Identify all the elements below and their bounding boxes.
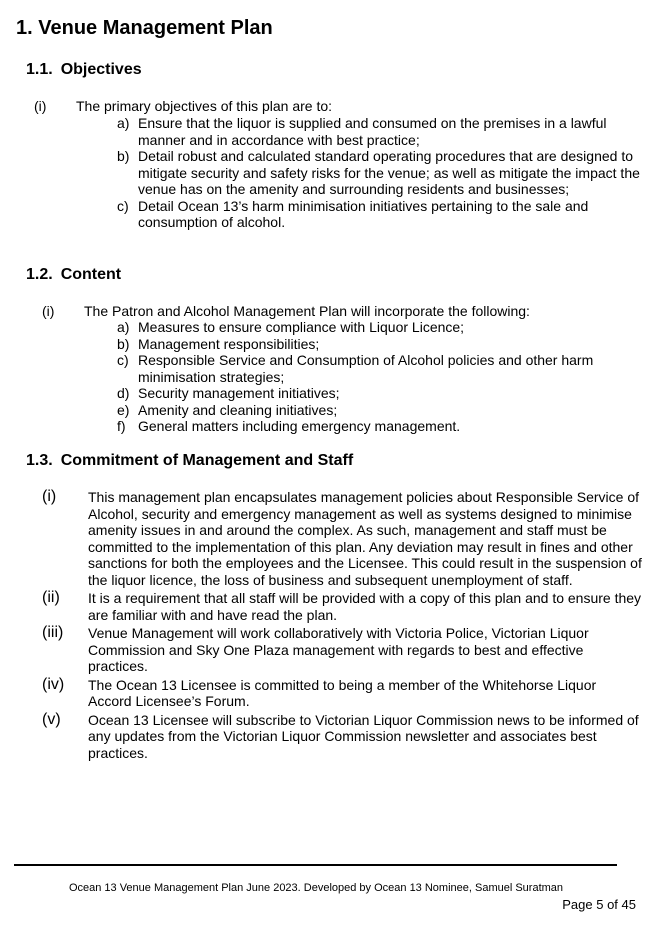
commitment-heading-title: Commitment of Management and Staff (60, 452, 354, 469)
list-item-letter: a) (117, 319, 130, 335)
list-item-letter: e) (117, 401, 130, 418)
main-heading-number: 1. (16, 17, 33, 39)
list-item-text: Detail robust and calculated standard operating procedures that are designed to mitigate security and safety risks for the venue; as well as mitigate the impact the venue has on the amenity and surrounding residents and businesses; (138, 148, 640, 197)
list-item (42, 677, 642, 710)
list-item (42, 489, 642, 588)
list-item-text: Ocean 13 Licensee will subscribe to Victorian Liquor Commission news to be informed of any updates from the Victorian Liquor Commission newsletter and associates best practices. (88, 711, 639, 761)
list-item-letter: a) (117, 115, 130, 131)
page-number: Page 5 of 45 (562, 897, 636, 912)
list-item-letter: c) (117, 197, 129, 214)
list-item-text: The Ocean 13 Licensee is committed to being a member of the Whitehorse Liquor Accord Licensee’s Forum. (88, 676, 597, 709)
commitment-heading-number: 1.3. (26, 452, 53, 469)
list-item-text: Measures to ensure compliance with Liquor Licence; (138, 319, 465, 335)
list-item-letter: b) (117, 148, 130, 164)
list-item-numeral: (iii) (42, 624, 64, 641)
list-item-numeral: (i) (42, 488, 57, 505)
footer-text: Ocean 13 Venue Management Plan June 2023. Developed by Ocean 13 Nominee, Samuel Suratman (68, 882, 564, 894)
list-item (117, 402, 642, 419)
list-item (117, 115, 642, 148)
list-item (117, 336, 642, 353)
content-intro-text: The Patron and Alcohol Management Plan will incorporate the following: (84, 303, 530, 319)
list-item (117, 319, 642, 336)
list-item-numeral: (v) (42, 710, 61, 728)
objectives-heading (26, 60, 142, 80)
list-item-text: Management responsibilities; (138, 335, 320, 352)
list-item-text: Ensure that the liquor is supplied and consumed on the premises in a lawful manner and in accordance with best practice; (138, 115, 607, 148)
content-heading-title: Content (60, 266, 122, 283)
list-item (117, 148, 642, 198)
list-item (117, 385, 642, 402)
list-item-text: Venue Management will work collaboratively with Victoria Police, Victorian Liquor Commission and Sky One Plaza management with regards to best and effective practices. (88, 625, 589, 674)
objectives-intro (34, 98, 634, 115)
main-heading (16, 16, 273, 40)
list-item-letter: b) (117, 335, 130, 352)
list-item-letter: f) (117, 418, 126, 434)
list-item-text: Responsible Service and Consumption of Alcohol policies and other harm minimisation strategies; (138, 352, 594, 385)
commitment-heading (26, 451, 353, 471)
objectives-intro-numeral: (i) (34, 98, 47, 114)
list-item-text: It is a requirement that all staff will be provided with a copy of this plan and to ensure they are familiar with and have read the plan. (88, 590, 642, 623)
objectives-intro-text: The primary objectives of this plan are to: (76, 98, 333, 114)
list-item-text: This management plan encapsulates management policies about Responsible Service of Alcohol, security and emergency management as well as systems designed to minimise amenity issues in and around the complex. As such, management and staff must be committed to the implementation of this plan. Any deviation may result in fines and other sanctions for both the employees and the Licensee. This could result in the suspension of the liquor licence, the loss of business and subsequent unemployment of staff. (88, 489, 642, 588)
content-intro-numeral: (i) (42, 303, 55, 319)
list-item-letter: c) (117, 352, 129, 368)
content-heading-number: 1.2. (26, 266, 53, 283)
list-item (42, 625, 642, 675)
content-list (117, 319, 642, 435)
list-item (117, 352, 642, 385)
footer-divider (14, 864, 617, 866)
list-item-text: Amenity and cleaning initiatives; (138, 401, 338, 418)
list-item-text: Security management initiatives; (138, 385, 340, 401)
objectives-heading-title: Objectives (60, 61, 142, 78)
list-item-letter: d) (117, 385, 130, 401)
list-item-text: General matters including emergency management. (138, 418, 461, 434)
list-item (42, 712, 642, 762)
list-item-numeral: (ii) (42, 589, 60, 606)
objectives-list (117, 115, 642, 231)
list-item (117, 198, 642, 231)
list-item (42, 590, 642, 623)
objectives-heading-number: 1.1. (26, 61, 53, 78)
main-heading-title: Venue Management Plan (38, 17, 273, 39)
commitment-list (42, 489, 642, 763)
list-item-numeral: (iv) (42, 675, 65, 693)
list-item (117, 418, 642, 435)
content-intro (42, 303, 642, 320)
list-item-text: Detail Ocean 13’s harm minimisation initiatives pertaining to the sale and consumption of alcohol. (138, 197, 589, 230)
content-heading (26, 265, 121, 285)
